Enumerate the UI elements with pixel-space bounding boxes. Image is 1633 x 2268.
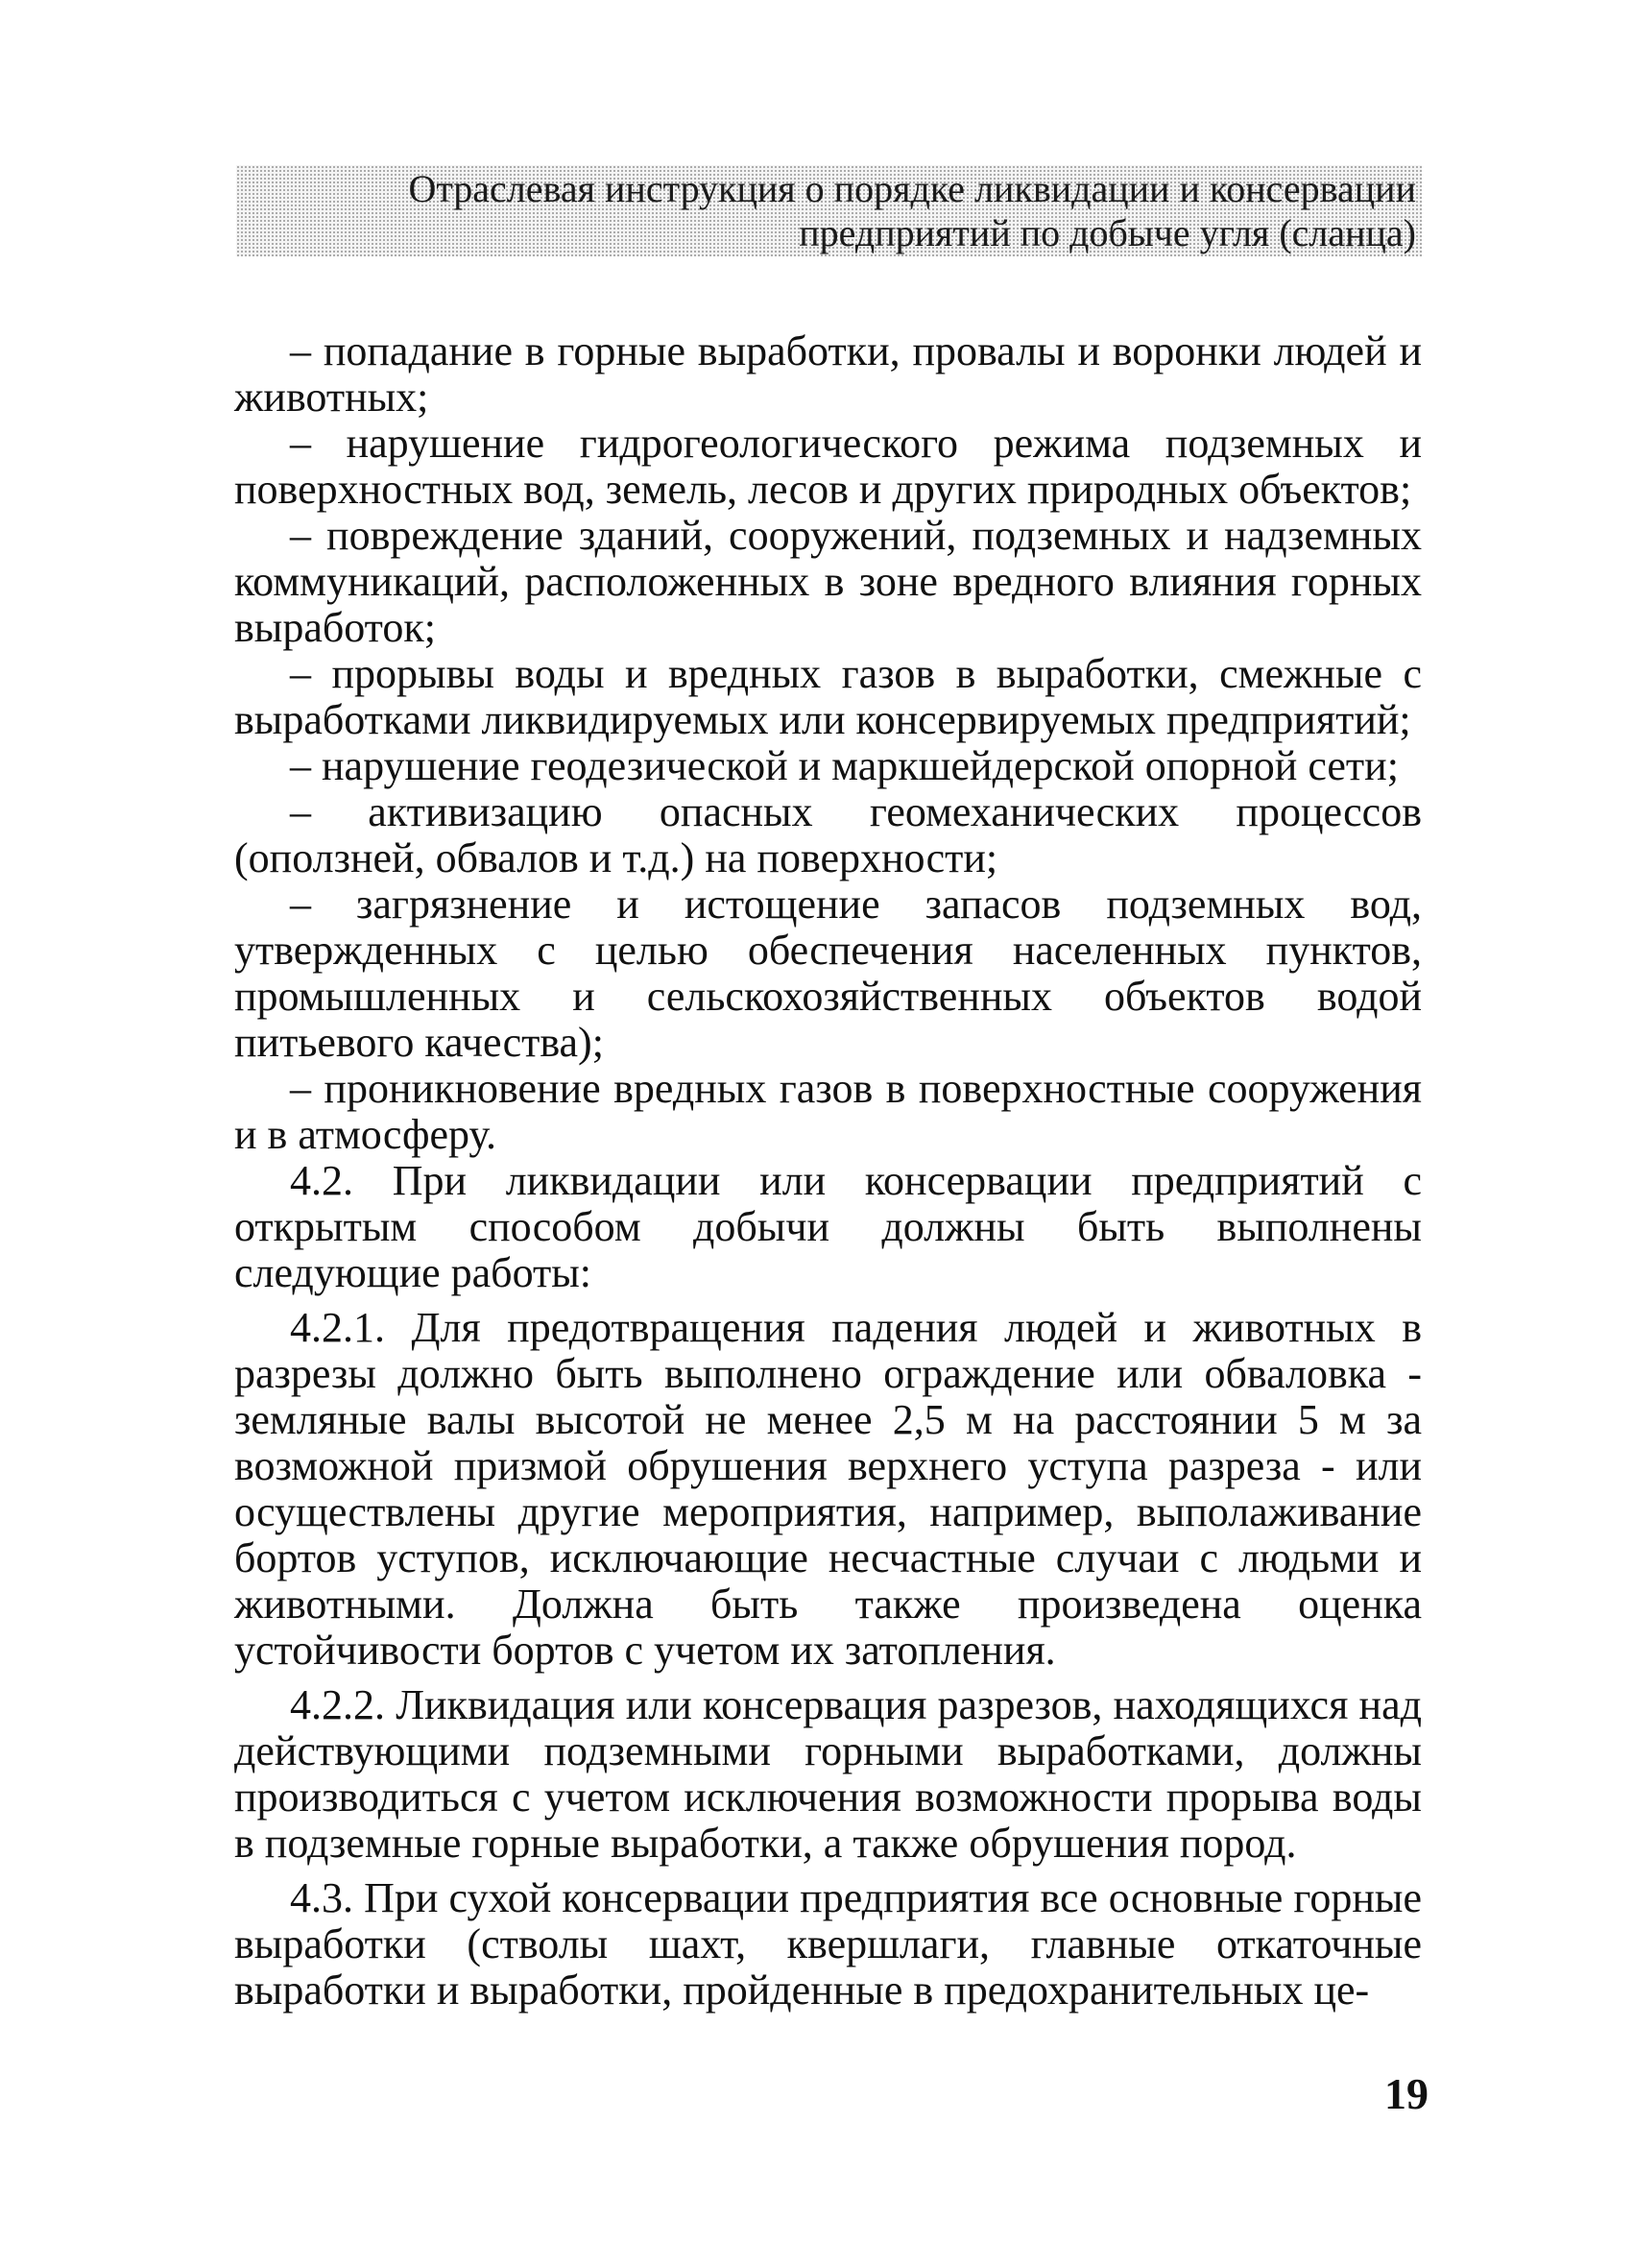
section-paragraph-4-2-1: 4.2.1. Для предотвращения падения людей и животных в разрезы должно быть выполнено ограждение или обваловка - земляные валы высотой не менее 2,5 м на расстоянии 5 м за возможной призмой обрушения верхнего уступа разреза - или осуществлены другие мероприятия, например, выполаживание бортов уступов, исключающие несчастные случаи с людьми и животными. Должна быть также произведена оценка устойчивости бортов с учетом их затопления. [234,1304,1422,1674]
list-item-paragraph: – повреждение зданий, сооружений, подземных и надземных коммуникаций, расположенных в зоне вредного влияния горных выработок; [234,512,1422,651]
header-title-line-2: предприятий по добыче угля (сланца) [799,211,1416,254]
list-item-paragraph: – попадание в горные выработки, провалы и воронки людей и животных; [234,327,1422,421]
section-paragraph-4-2: 4.2. При ликвидации или консервации предприятий с открытым способом добычи должны быть выполнены следующие работы: [234,1157,1422,1296]
running-header [236,165,1422,256]
section-paragraph-4-3: 4.3. При сухой консервации предприятия все основные горные выработки (стволы шахт, квершлаги, главные откаточные выработки и выработки, пройденные в предохранительных це- [234,1874,1422,2014]
list-item-paragraph: – нарушение гидрогеологического режима подземных и поверхностных вод, земель, лесов и других природных объектов; [234,420,1422,513]
list-item-paragraph: – проникновение вредных газов в поверхностные сооружения и в атмосферу. [234,1065,1422,1158]
list-item-paragraph: – загрязнение и истощение запасов подземных вод, утвержденных с целью обеспечения населенных пунктов, промышленных и сельскохозяйственных объектов водой питьевого качества); [234,881,1422,1066]
list-item-paragraph: – активизацию опасных геомеханических процессов (оползней, обвалов и т.д.) на поверхности; [234,788,1422,881]
page-number: 19 [1384,2069,1429,2118]
list-item-paragraph: – прорывы воды и вредных газов в выработки, смежные с выработками ликвидируемых или консервируемых предприятий; [234,650,1422,743]
body-text [234,328,1422,2014]
section-paragraph-4-2-2: 4.2.2. Ликвидация или консервация разрезов, находящихся над действующими подземными горными выработками, должны производиться с учетом исключения возможности прорыва воды в подземные горные выработки, а также обрушения пород. [234,1681,1422,1867]
header-title-line-1: Отраслевая инструкция о порядке ликвидации и консервации [408,167,1416,210]
list-item-paragraph: – нарушение геодезической и маркшейдерской опорной сети; [290,742,1399,789]
